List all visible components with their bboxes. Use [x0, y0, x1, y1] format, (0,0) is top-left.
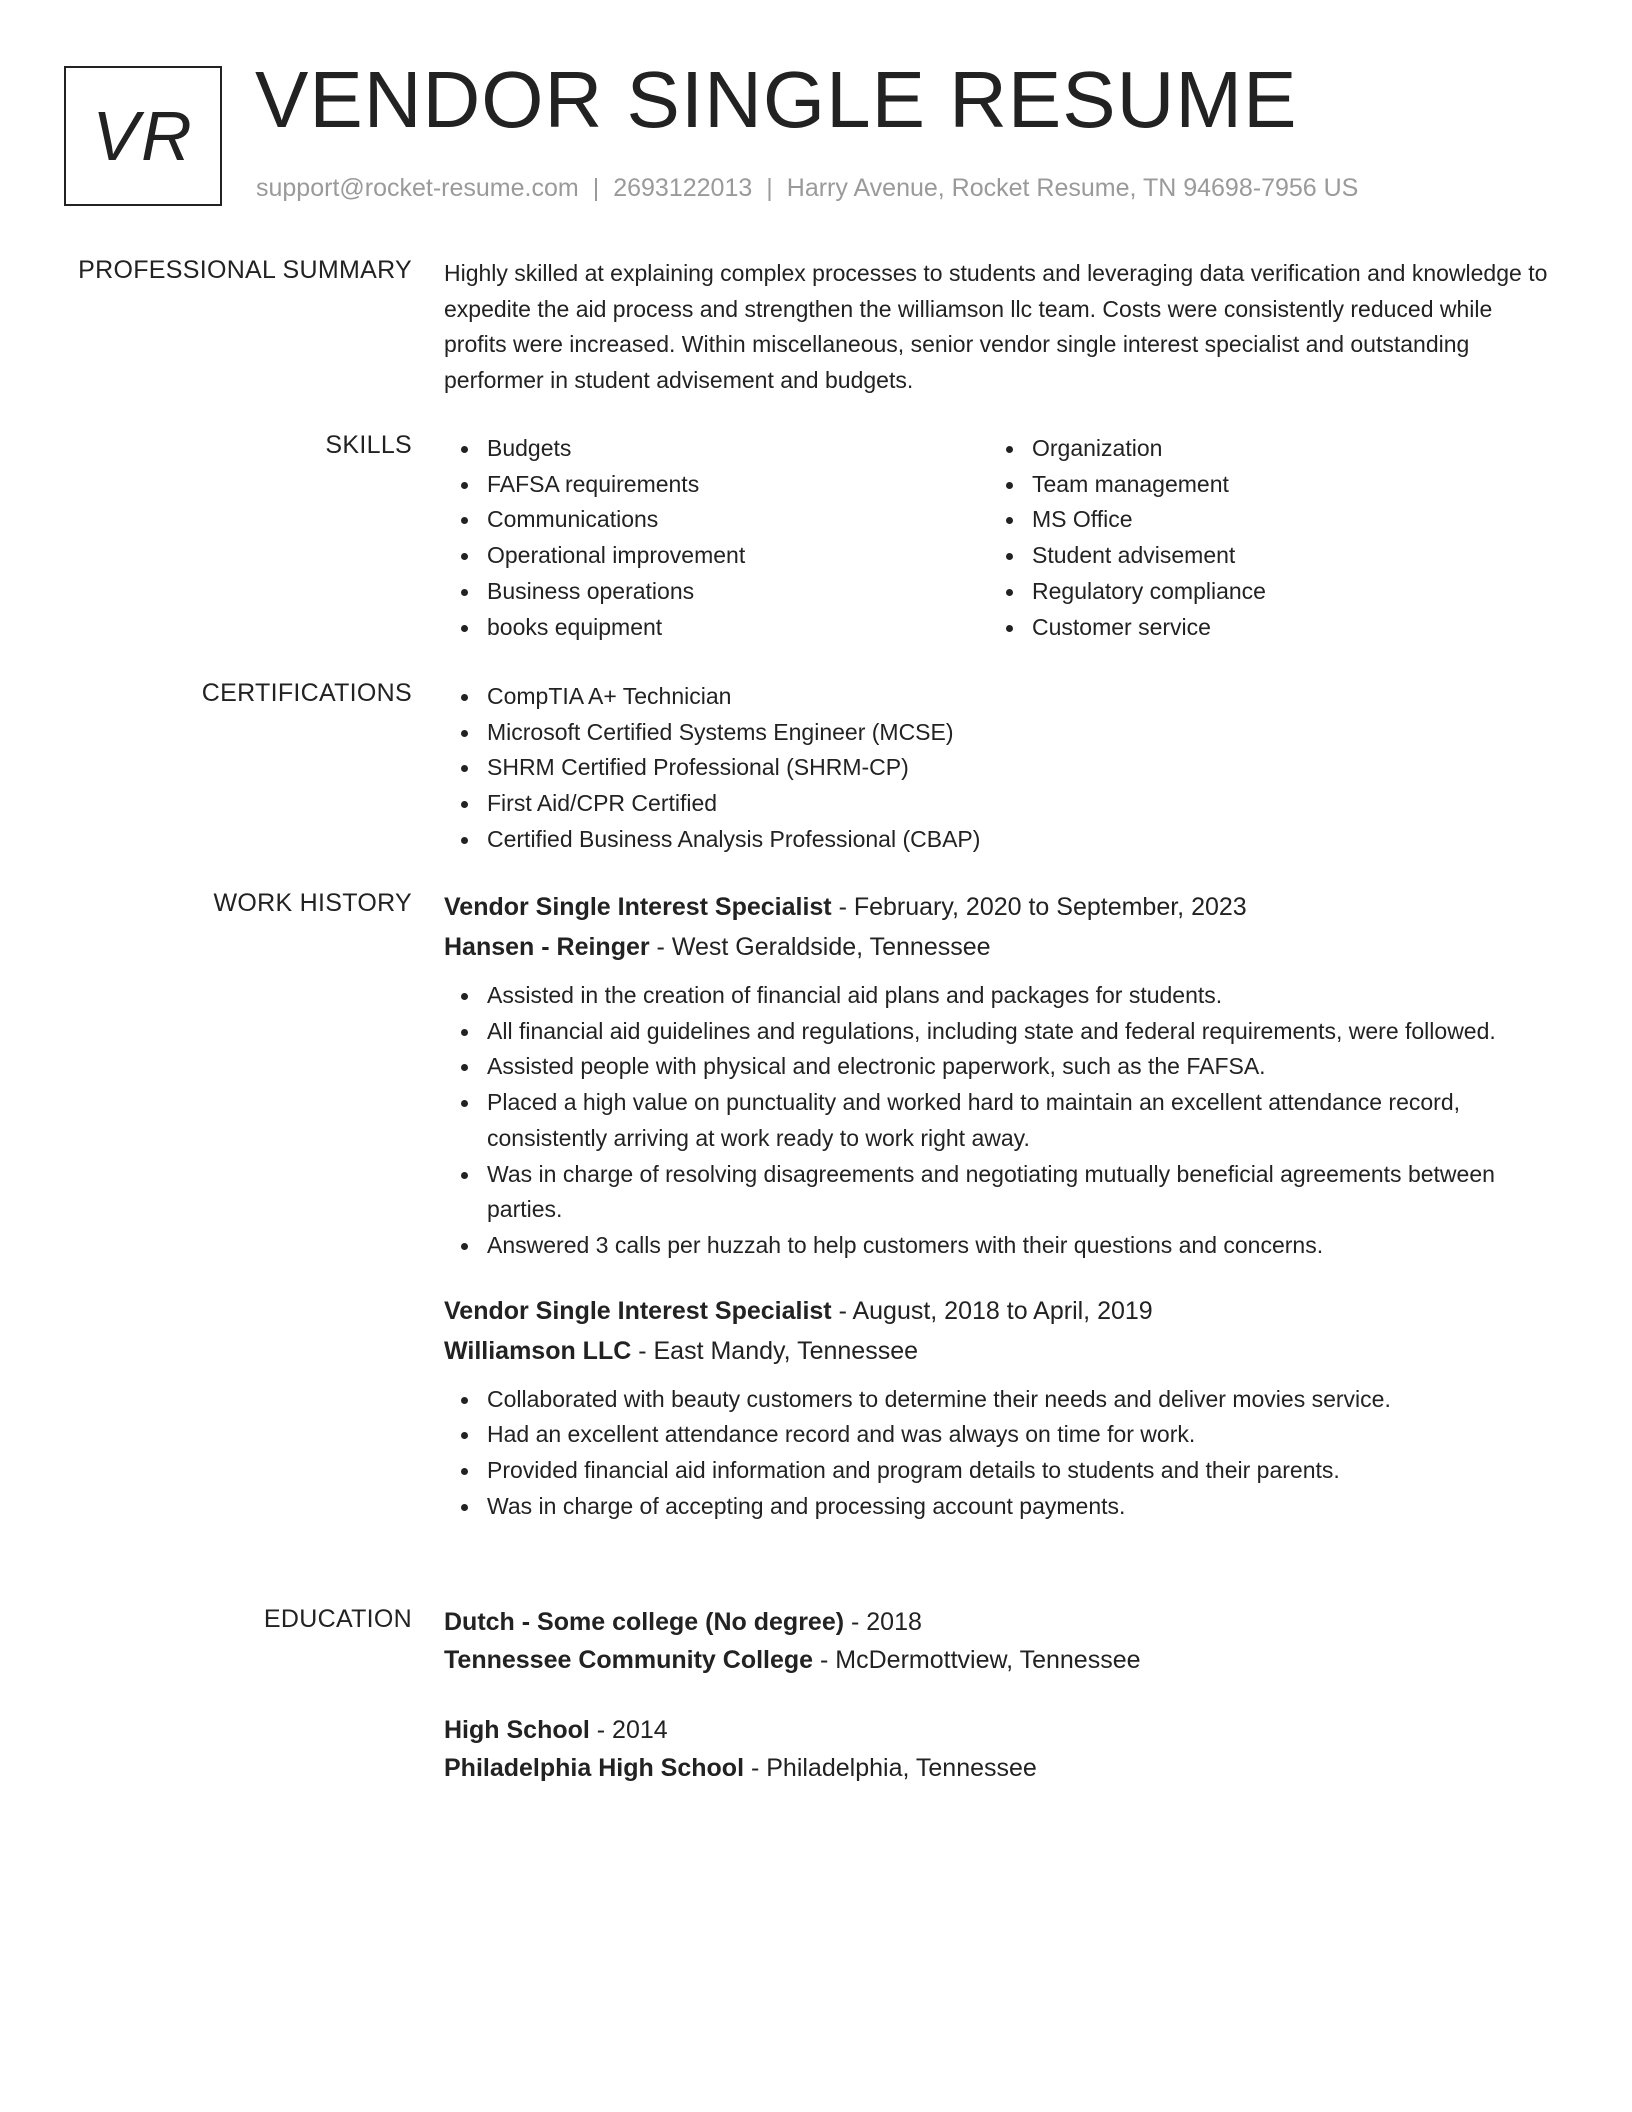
job-bullet: Answered 3 calls per huzzah to help customers with their questions and concerns. — [444, 1228, 1556, 1264]
education-degree-line — [444, 1711, 1556, 1749]
skills-list-left — [444, 431, 989, 645]
contact-line — [256, 174, 1358, 203]
job-bullet: All financial aid guidelines and regulations, including state and federal requirements, were followed. — [444, 1014, 1556, 1050]
skill-item: Budgets — [444, 431, 989, 467]
education-degree: Dutch - Some college (No degree) — [444, 1608, 845, 1636]
job-title-line — [444, 887, 1556, 927]
education-location: - Philadelphia, Tennessee — [744, 1754, 1037, 1782]
contact-separator: | — [766, 174, 773, 202]
certification-item: CompTIA A+ Technician — [444, 679, 1556, 715]
job-entry — [444, 887, 1556, 1264]
skill-item: Communications — [444, 502, 989, 538]
job-company: Hansen - Reinger — [444, 933, 650, 961]
section-label-summary: PROFESSIONAL SUMMARY — [78, 256, 412, 284]
certification-item: Microsoft Certified Systems Engineer (MCSE) — [444, 715, 1556, 751]
certifications-body — [444, 679, 1556, 858]
monogram-badge — [64, 66, 222, 206]
work-history-body — [444, 887, 1556, 1524]
job-company-line — [444, 927, 1556, 967]
education-degree: High School — [444, 1716, 590, 1744]
skill-item: Customer service — [989, 610, 1534, 646]
job-title-line — [444, 1291, 1556, 1331]
job-dates: - August, 2018 to April, 2019 — [831, 1296, 1153, 1325]
skill-item: Organization — [989, 431, 1534, 467]
section-label-work-history: WORK HISTORY — [213, 889, 412, 917]
skill-item: Business operations — [444, 574, 989, 610]
contact-separator: | — [592, 174, 600, 202]
skills-list-right — [989, 431, 1534, 645]
skill-item: Operational improvement — [444, 538, 989, 574]
job-bullet: Placed a high value on punctuality and worked hard to maintain an excellent attendance record, consistently arriving at work ready to work right away. — [444, 1085, 1556, 1156]
certification-item: SHRM Certified Professional (SHRM-CP) — [444, 750, 1556, 786]
skill-item: Regulatory compliance — [989, 574, 1534, 610]
education-year: - 2018 — [844, 1608, 922, 1636]
education-school: Philadelphia High School — [444, 1754, 745, 1782]
certification-item: First Aid/CPR Certified — [444, 786, 1556, 822]
job-bullet: Was in charge of accepting and processing account payments. — [444, 1489, 1556, 1525]
summary-body — [444, 256, 1556, 399]
certifications-list — [444, 679, 1556, 858]
education-location: - McDermottview, Tennessee — [813, 1646, 1141, 1674]
monogram-text: VR — [92, 97, 194, 175]
job-location: - West Geraldside, Tennessee — [649, 933, 991, 961]
section-label-education: EDUCATION — [263, 1605, 412, 1633]
resume-name: VENDOR SINGLE RESUME — [255, 55, 1298, 144]
education-degree-line — [444, 1603, 1556, 1641]
job-bullet: Was in charge of resolving disagreements and negotiating mutually beneficial agreements between parties. — [444, 1157, 1556, 1228]
education-school-line — [444, 1749, 1556, 1787]
education-year: - 2014 — [589, 1716, 668, 1744]
certification-item: Certified Business Analysis Professional (CBAP) — [444, 822, 1556, 858]
job-entry — [444, 1291, 1556, 1525]
education-body — [444, 1603, 1556, 1787]
job-bullets — [444, 978, 1556, 1264]
education-school-line — [444, 1641, 1556, 1679]
skill-item: FAFSA requirements — [444, 467, 989, 503]
contact-phone: 2693122013 — [613, 174, 753, 202]
job-company-line — [444, 1331, 1556, 1371]
job-location: - East Mandy, Tennessee — [631, 1336, 919, 1365]
skill-item: Student advisement — [989, 538, 1534, 574]
education-school: Tennessee Community College — [444, 1646, 814, 1674]
job-title: Vendor Single Interest Specialist — [444, 893, 832, 921]
skill-item: books equipment — [444, 610, 989, 646]
job-bullet: Assisted people with physical and electronic paperwork, such as the FAFSA. — [444, 1049, 1556, 1085]
job-bullet: Assisted in the creation of financial aid plans and packages for students. — [444, 978, 1556, 1014]
job-bullet: Collaborated with beauty customers to determine their needs and deliver movies service. — [444, 1382, 1556, 1418]
job-bullet: Provided financial aid information and program details to students and their parents. — [444, 1453, 1556, 1489]
job-bullet: Had an excellent attendance record and was always on time for work. — [444, 1417, 1556, 1453]
section-label-certifications: CERTIFICATIONS — [201, 679, 412, 707]
education-entry — [444, 1603, 1556, 1679]
education-entry — [444, 1711, 1556, 1787]
skill-item: Team management — [989, 467, 1534, 503]
job-dates: - February, 2020 to September, 2023 — [831, 893, 1247, 921]
skill-item: MS Office — [989, 502, 1534, 538]
job-title: Vendor Single Interest Specialist — [444, 1296, 832, 1325]
job-bullets — [444, 1382, 1556, 1525]
skills-body — [444, 431, 1556, 645]
section-label-skills: SKILLS — [325, 431, 412, 459]
contact-email: support@rocket-resume.com — [256, 174, 579, 202]
contact-address: Harry Avenue, Rocket Resume, TN 94698-7956 US — [786, 174, 1359, 202]
job-company: Williamson LLC — [444, 1336, 632, 1365]
summary-text: Highly skilled at explaining complex processes to students and leveraging data verification and knowledge to expedite the aid process and strengthen the williamson llc team. Costs were consistently reduced while profits were increased. Within miscellaneous, senior vendor single interest specialist and outstanding performer in student advisement and budgets. — [444, 260, 1548, 394]
